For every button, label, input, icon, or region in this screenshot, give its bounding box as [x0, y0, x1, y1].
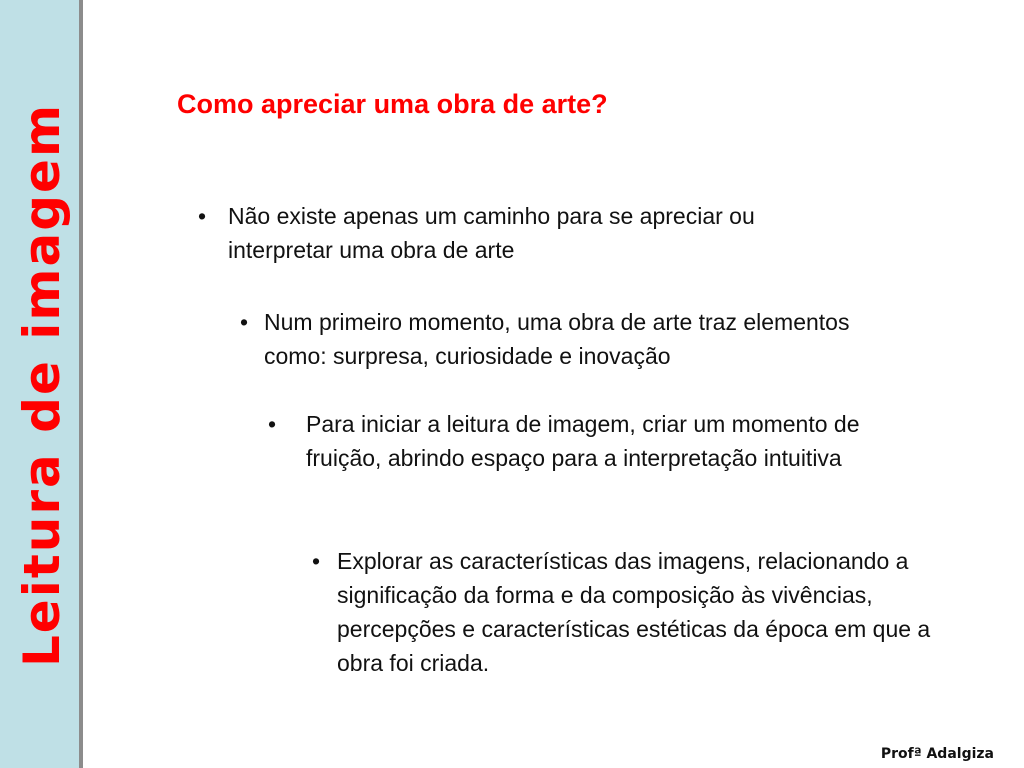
bullet-item-1: [198, 199, 858, 267]
bullet-marker: •: [268, 411, 277, 437]
slide-title: Como apreciar uma obra de arte?: [177, 89, 608, 119]
sidebar-title: Leitura de imagem: [13, 102, 71, 668]
bullet-item-4: [312, 544, 982, 680]
footer-author: Profª Adalgiza: [880, 746, 994, 762]
bullet-marker: •: [198, 203, 207, 229]
bullet-text: Explorar as características das imagens, relacionando a significação da forma e da composição às vivências, percepções e características estéticas da época em que a obra foi criada.: [337, 548, 931, 676]
bullet-item-2: [240, 305, 930, 373]
bullet-text: Não existe apenas um caminho para se apreciar ou interpretar uma obra de arte: [228, 203, 755, 263]
bullet-text: Num primeiro momento, uma obra de arte traz elementos como: surpresa, curiosidade e inovação: [264, 309, 850, 369]
sidebar: [0, 0, 83, 768]
bullet-text: Para iniciar a leitura de imagem, criar um momento de fruição, abrindo espaço para a interpretação intuitiva: [306, 411, 860, 471]
bullet-item-3: [268, 407, 868, 475]
bullet-marker: •: [240, 309, 249, 335]
bullet-marker: •: [312, 548, 321, 574]
